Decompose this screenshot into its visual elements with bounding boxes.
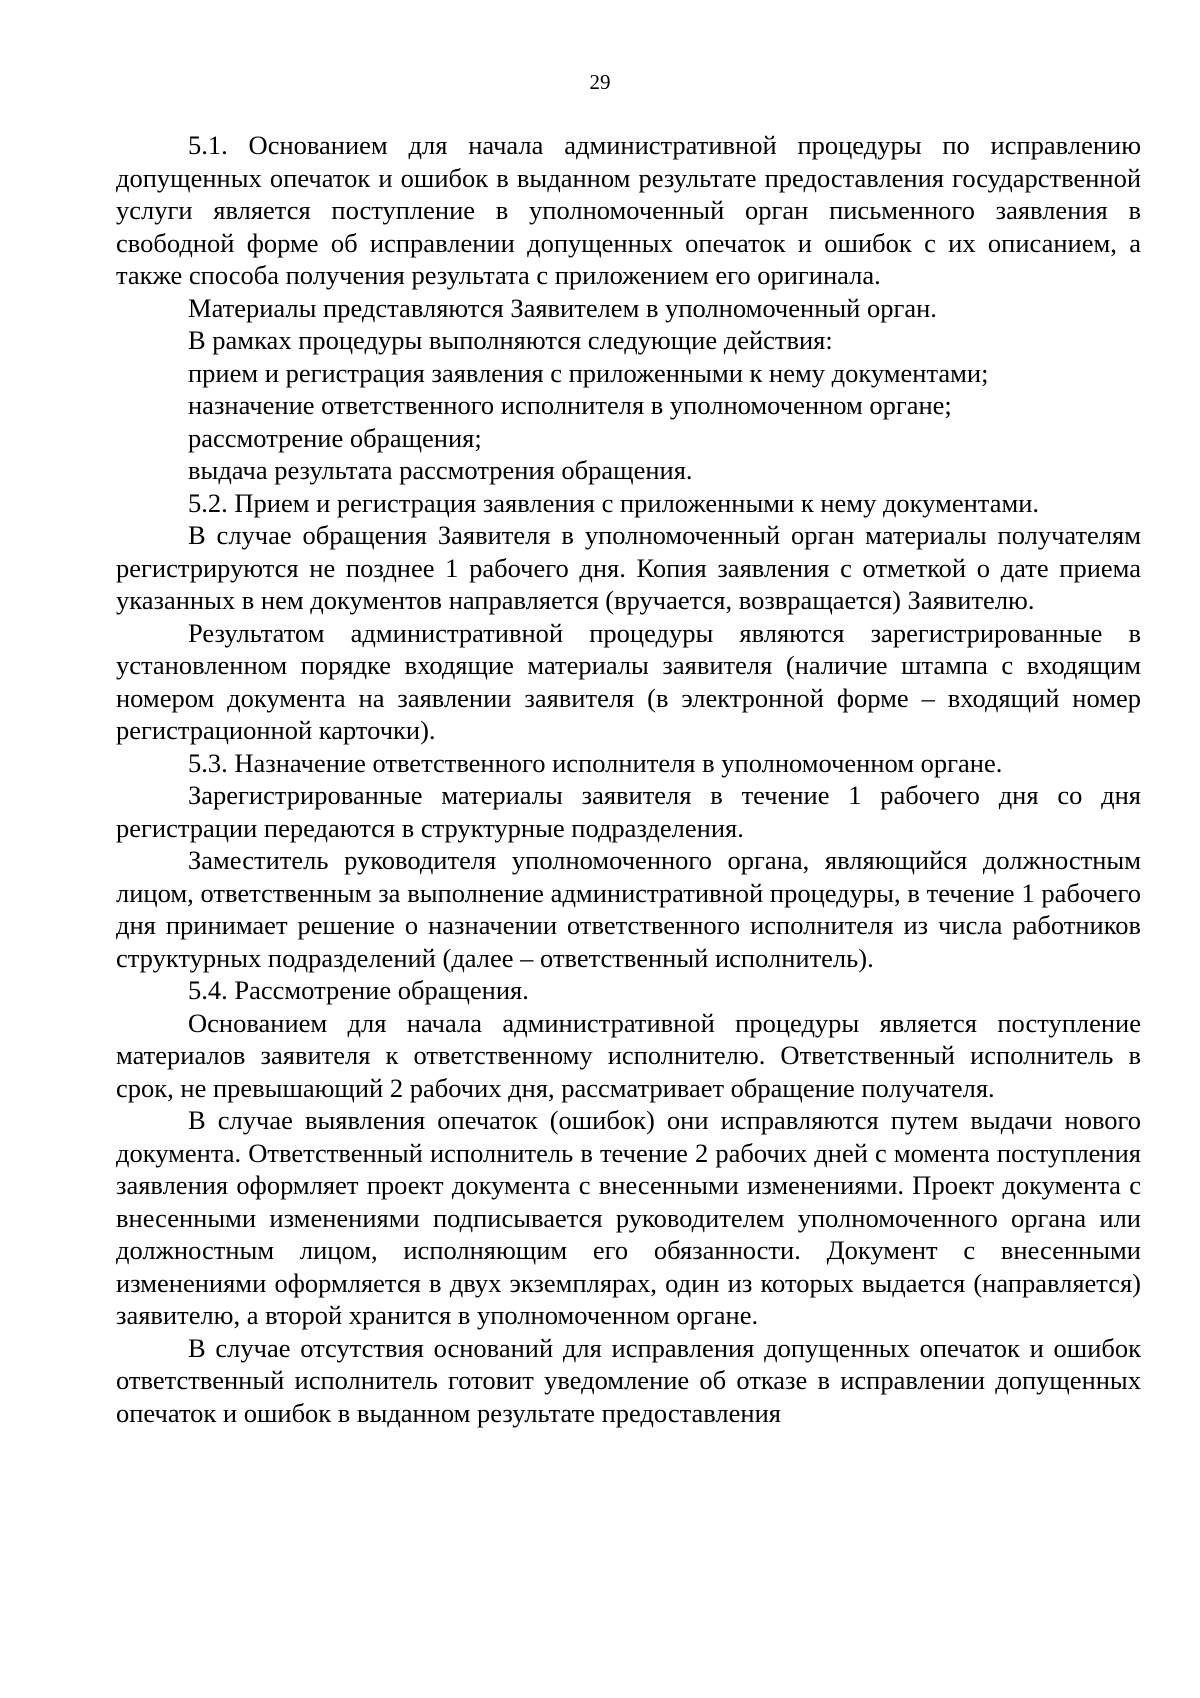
section-heading-5-3: 5.3. Назначение ответственного исполнителя в уполномоченном органе. (188, 747, 1003, 778)
paragraph-transfer: Зарегистрированные материалы заявителя в течение 1 рабочего дня со дня регистрации передаются в структурные подразделения. (116, 780, 1141, 843)
list-item-registration: прием и регистрация заявления с приложенными к нему документами; (188, 357, 989, 388)
paragraph-review-basis: Основанием для начала административной процедуры является поступление материалов заявителя к ответственному исполнителю. Ответственный исполнитель в срок, не превышающий 2 рабочих дня, рассматривает обращение получателя. (116, 1007, 1141, 1103)
paragraph-errors-found: В случае выявления опечаток (ошибок) они исправляются путем выдачи нового документа. Ответственный исполнитель в течение 2 рабочих дней с момента поступления заявления оформляет проект документа с внесенными изменениями. Проект документа с внесенными изменениями подписывается руководителем уполномоченного органа или должностным лицом, исполняющим его обязанности. Документ с внесенными изменениями оформляется в двух экземплярах, один из которых выдается (направляется) заявителю, а второй хранится в уполномоченном органе. (116, 1105, 1141, 1330)
list-item-review: рассмотрение обращения; (188, 422, 482, 453)
section-heading-5-2: 5.2. Прием и регистрация заявления с приложенными к нему документами. (188, 487, 1040, 518)
paragraph-registration-term: В случае обращения Заявителя в уполномоченный орган материалы получателям регистрируются не позднее 1 рабочего дня. Копия заявления с отметкой о дате приема указанных в нем документов направляется (вручается, возвращается) Заявителю. (116, 520, 1141, 615)
paragraph-registration-result: Результатом административной процедуры являются зарегистрированные в установленном порядке входящие материалы заявителя (наличие штампа с входящим номером документа на заявлении заявителя (в электронной форме – входящий номер регистрационной карточки). (116, 617, 1141, 745)
section-heading-5-4: 5.4. Рассмотрение обращения. (188, 975, 529, 1005)
list-item-assignment: назначение ответственного исполнителя в уполномоченном органе; (188, 390, 952, 420)
paragraph-no-grounds: В случае отсутствия оснований для исправления допущенных опечаток и ошибок ответственный исполнитель готовит уведомление об отказе в исправлении допущенных опечаток и ошибок в выданном результате предоставления (116, 1332, 1141, 1428)
document-body (116, 129, 1141, 1429)
paragraph-actions-intro: В рамках процедуры выполняются следующие действия: (188, 325, 833, 355)
paragraph-5-1: 5.1. Основанием для начала административной процедуры по исправлению допущенных опечаток и ошибок в выданном результате предоставления государственной услуги является поступление в уполномоченный орган письменного заявления в свободной форме об исправлении допущенных опечаток и ошибок с их описанием, а также способа получения результата с приложением его оригинала. (116, 130, 1141, 290)
list-item-issue: выдача результата рассмотрения обращения. (188, 455, 693, 485)
paragraph-deputy-decision: Заместитель руководителя уполномоченного органа, являющийся должностным лицом, ответственным за выполнение административной процедуры, в течение 1 рабочего дня принимает решение о назначении ответственного исполнителя из числа работников структурных подразделений (далее – ответственный исполнитель). (116, 845, 1141, 973)
page-number: 29 (589, 70, 611, 94)
paragraph-materials: Материалы представляются Заявителем в уполномоченный орган. (188, 292, 937, 323)
